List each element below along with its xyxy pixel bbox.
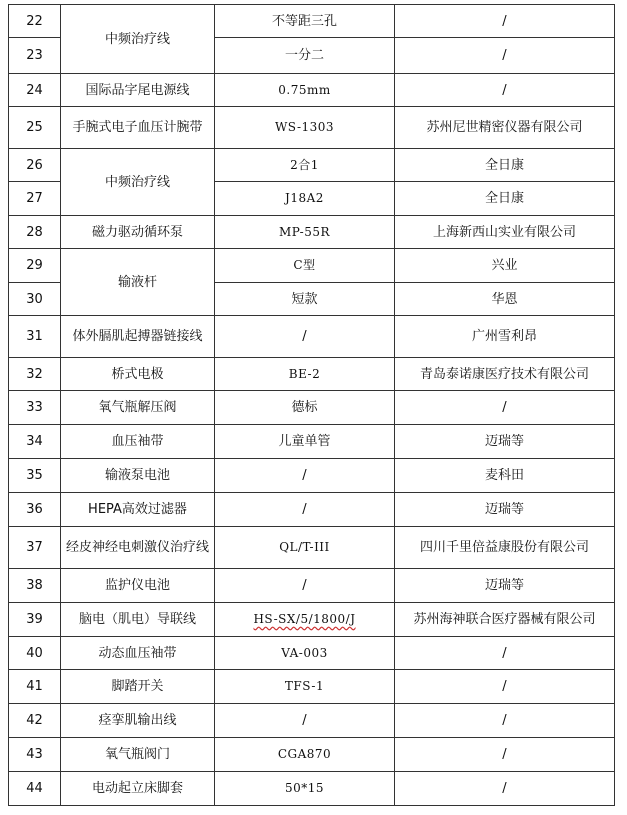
item-maker: 全日康	[395, 182, 615, 216]
item-model: 0.75mm	[215, 74, 395, 107]
item-maker: 广州雪利昂	[395, 316, 615, 358]
item-model-text: HS-SX/5/1800/J	[253, 612, 356, 626]
item-name: 输液杆	[61, 249, 215, 316]
item-name: 手腕式电子血压计腕带	[61, 107, 215, 149]
item-maker: /	[395, 391, 615, 425]
item-model: /	[215, 459, 395, 493]
table-row	[9, 391, 615, 425]
item-model	[215, 603, 395, 637]
table-row	[9, 249, 615, 283]
item-name: 国际品字尾电源线	[61, 74, 215, 107]
row-number: 27	[9, 182, 61, 216]
item-model: 一分二	[215, 38, 395, 74]
table-row	[9, 603, 615, 637]
item-maker: 青岛泰诺康医疗技术有限公司	[395, 358, 615, 391]
item-model: VA-003	[215, 637, 395, 670]
item-maker: /	[395, 38, 615, 74]
item-maker: /	[395, 704, 615, 738]
item-name: 氧气瓶阀门	[61, 738, 215, 772]
parts-table	[8, 4, 615, 806]
row-number: 33	[9, 391, 61, 425]
item-name: 桥式电极	[61, 358, 215, 391]
row-number: 36	[9, 493, 61, 527]
item-model: 儿童单管	[215, 425, 395, 459]
item-model: MP-55R	[215, 216, 395, 249]
item-name: 中频治疗线	[61, 149, 215, 216]
item-model: QL/T-III	[215, 527, 395, 569]
row-number: 39	[9, 603, 61, 637]
row-number: 38	[9, 569, 61, 603]
item-maker: 苏州尼世精密仪器有限公司	[395, 107, 615, 149]
item-name: 氧气瓶解压阀	[61, 391, 215, 425]
item-maker: /	[395, 772, 615, 806]
item-maker: /	[395, 738, 615, 772]
table-row	[9, 149, 615, 182]
row-number: 43	[9, 738, 61, 772]
item-model: J18A2	[215, 182, 395, 216]
table-row	[9, 670, 615, 704]
row-number: 40	[9, 637, 61, 670]
row-number: 41	[9, 670, 61, 704]
row-number: 28	[9, 216, 61, 249]
item-maker: 全日康	[395, 149, 615, 182]
table-row	[9, 74, 615, 107]
item-name: 体外膈肌起搏器链接线	[61, 316, 215, 358]
table-row	[9, 216, 615, 249]
table-row	[9, 704, 615, 738]
item-model: 不等距三孔	[215, 5, 395, 38]
table-row	[9, 107, 615, 149]
item-name: 动态血压袖带	[61, 637, 215, 670]
row-number: 34	[9, 425, 61, 459]
row-number: 44	[9, 772, 61, 806]
row-number: 23	[9, 38, 61, 74]
item-name: 磁力驱动循环泵	[61, 216, 215, 249]
item-model: CGA870	[215, 738, 395, 772]
item-model: 50*15	[215, 772, 395, 806]
table-row	[9, 569, 615, 603]
table-row	[9, 772, 615, 806]
row-number: 42	[9, 704, 61, 738]
item-name: 输液泵电池	[61, 459, 215, 493]
row-number: 25	[9, 107, 61, 149]
item-model: TFS-1	[215, 670, 395, 704]
table-row	[9, 459, 615, 493]
item-maker: 上海新西山实业有限公司	[395, 216, 615, 249]
item-model: 2合1	[215, 149, 395, 182]
table-row	[9, 5, 615, 38]
row-number: 31	[9, 316, 61, 358]
item-maker: 迈瑞等	[395, 569, 615, 603]
table-row	[9, 493, 615, 527]
table-row	[9, 316, 615, 358]
table-row	[9, 527, 615, 569]
item-model: /	[215, 316, 395, 358]
item-model: 德标	[215, 391, 395, 425]
item-model: C型	[215, 249, 395, 283]
item-maker: 苏州海神联合医疗器械有限公司	[395, 603, 615, 637]
item-maker: 四川千里倍益康股份有限公司	[395, 527, 615, 569]
item-model: 短款	[215, 283, 395, 316]
item-name: 中频治疗线	[61, 5, 215, 74]
item-maker: 迈瑞等	[395, 493, 615, 527]
item-model: /	[215, 704, 395, 738]
table-row	[9, 358, 615, 391]
item-name: 经皮神经电刺激仪治疗线	[61, 527, 215, 569]
item-name: 脚踏开关	[61, 670, 215, 704]
item-model: WS-1303	[215, 107, 395, 149]
item-name: 脑电（肌电）导联线	[61, 603, 215, 637]
table-row	[9, 637, 615, 670]
row-number: 22	[9, 5, 61, 38]
item-name: 血压袖带	[61, 425, 215, 459]
item-name: 痉挛肌输出线	[61, 704, 215, 738]
row-number: 37	[9, 527, 61, 569]
item-maker: /	[395, 670, 615, 704]
item-model: /	[215, 569, 395, 603]
table-row	[9, 738, 615, 772]
row-number: 32	[9, 358, 61, 391]
item-maker: /	[395, 637, 615, 670]
row-number: 35	[9, 459, 61, 493]
item-model: /	[215, 493, 395, 527]
item-maker: /	[395, 74, 615, 107]
item-model: BE-2	[215, 358, 395, 391]
row-number: 24	[9, 74, 61, 107]
item-maker: 华恩	[395, 283, 615, 316]
item-name: 监护仪电池	[61, 569, 215, 603]
table-row	[9, 425, 615, 459]
row-number: 26	[9, 149, 61, 182]
item-name: 电动起立床脚套	[61, 772, 215, 806]
item-name: HEPA高效过滤器	[61, 493, 215, 527]
item-maker: 兴业	[395, 249, 615, 283]
row-number: 30	[9, 283, 61, 316]
item-maker: 迈瑞等	[395, 425, 615, 459]
item-maker: /	[395, 5, 615, 38]
row-number: 29	[9, 249, 61, 283]
item-maker: 麦科田	[395, 459, 615, 493]
